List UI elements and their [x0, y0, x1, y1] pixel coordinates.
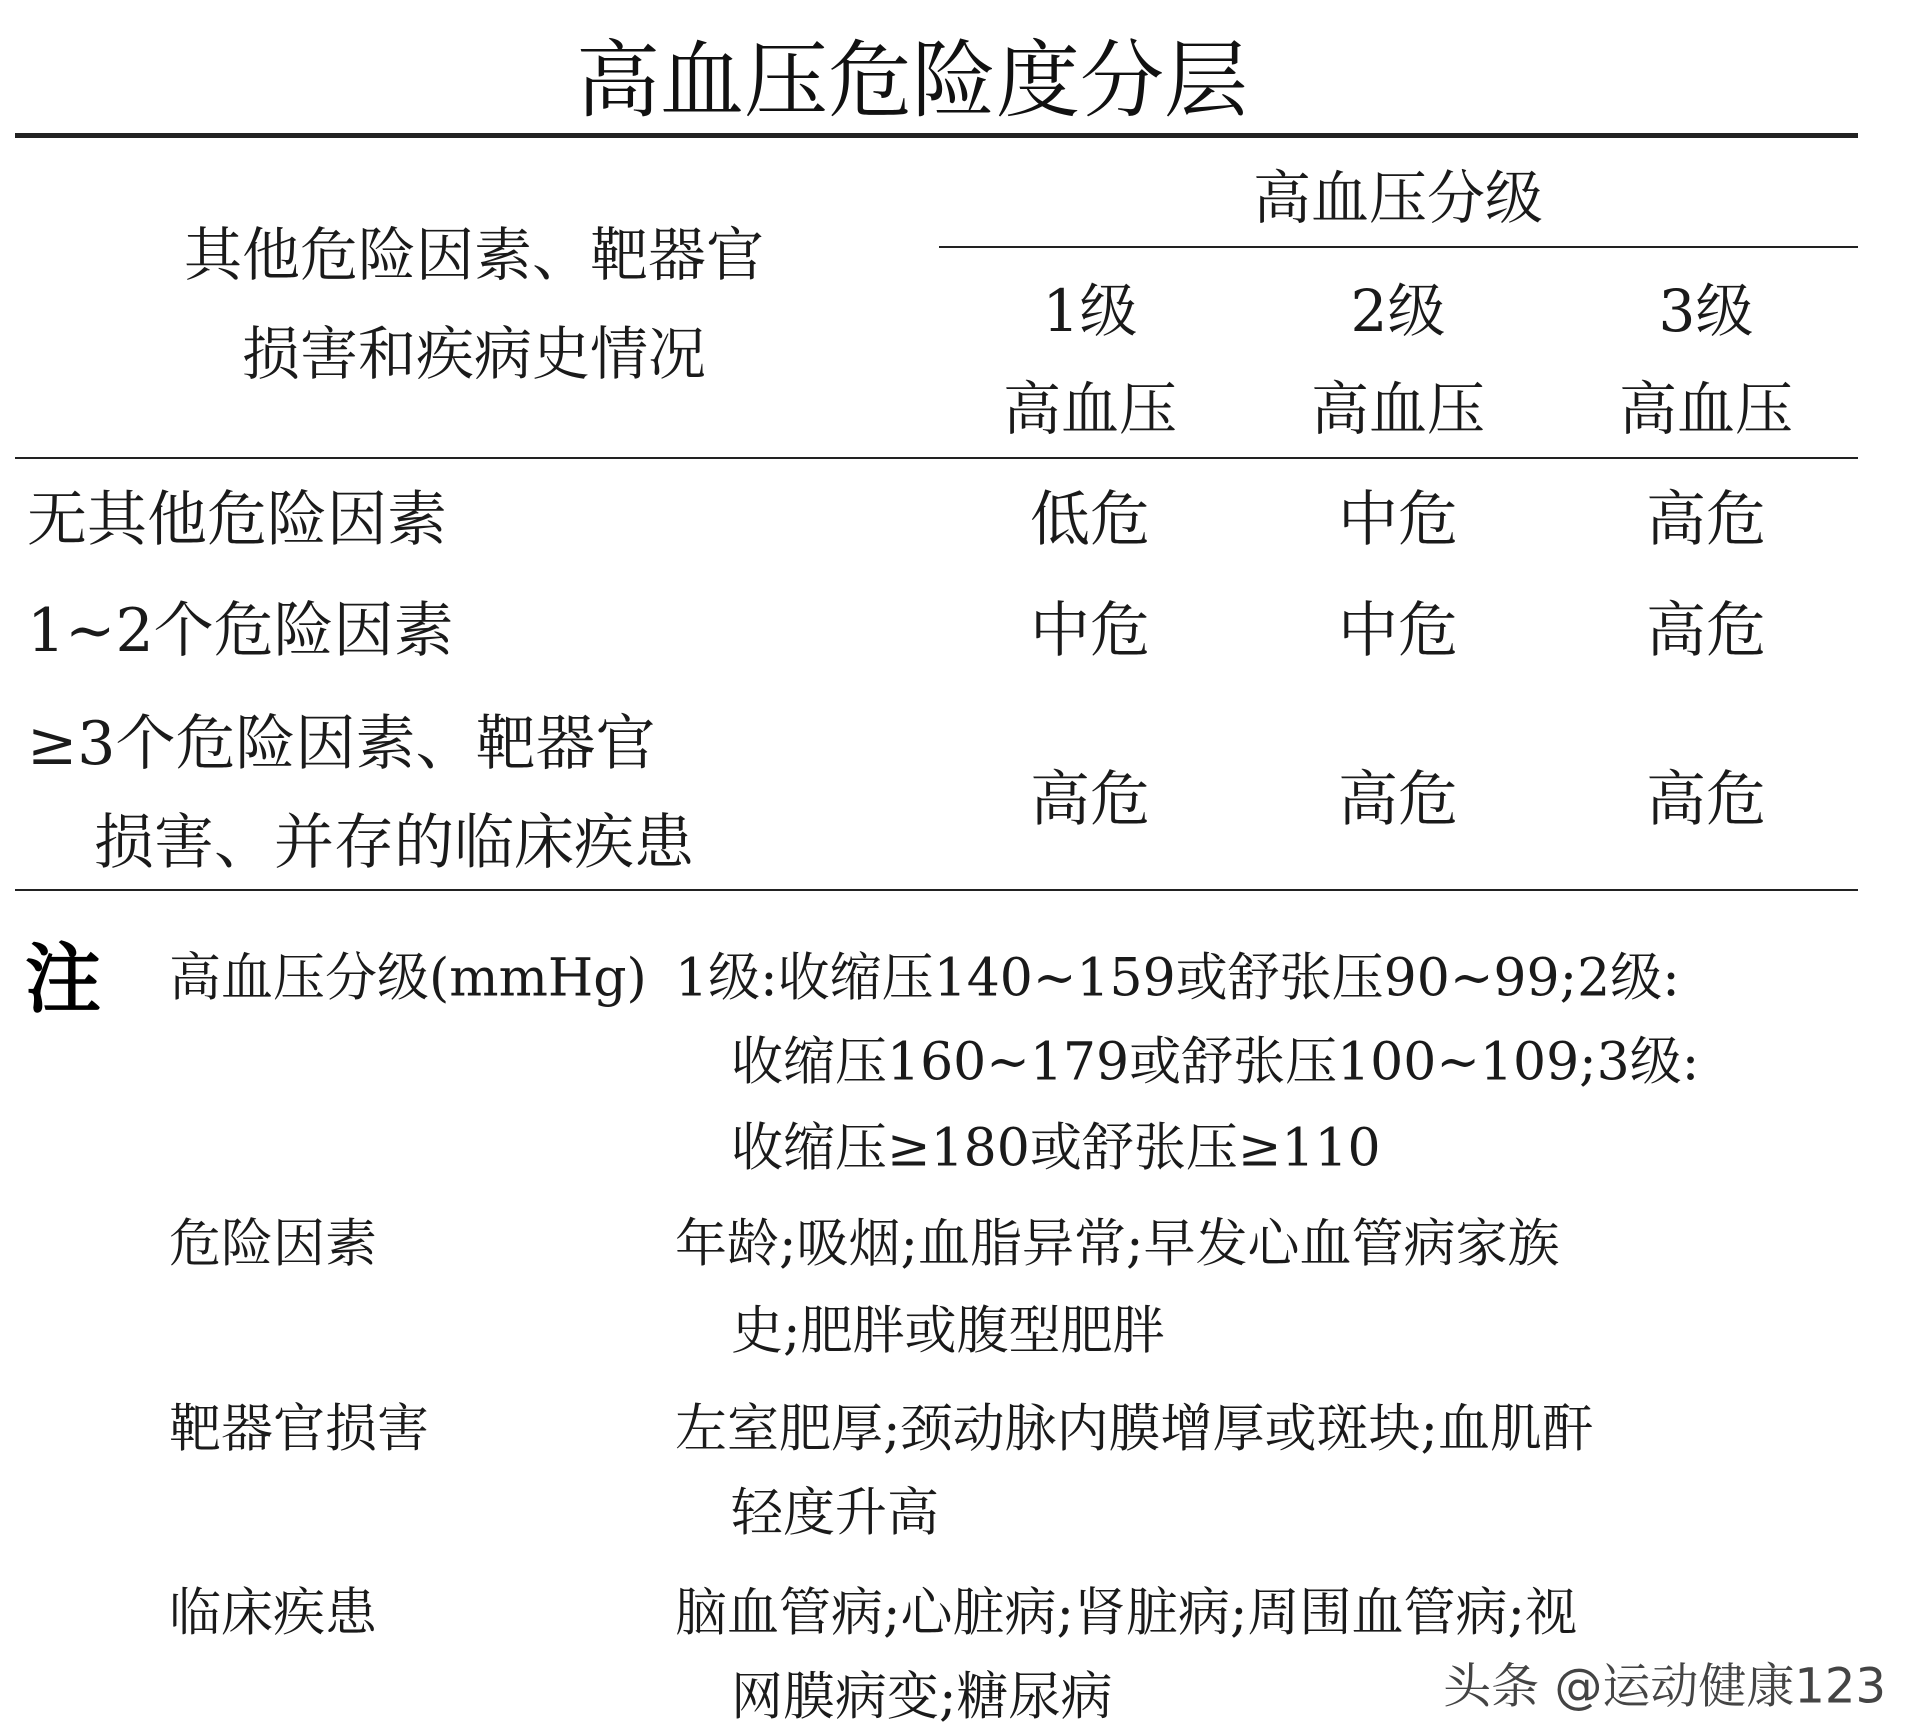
note-text: 1级:收缩压140~159或舒张压90~99;2级:: [675, 948, 1680, 1009]
header-rule: [15, 457, 1858, 459]
watermark: 头条 @运动健康123: [1443, 1658, 1886, 1715]
risk-cell: 高危: [1338, 765, 1458, 835]
note-term: 靶器官损害: [169, 1399, 430, 1460]
row-header-line-2: 损害和疾病史情况: [241, 320, 707, 388]
row-label: ≥3个危险因素、靶器官: [27, 709, 656, 779]
risk-cell: 高危: [1646, 765, 1766, 835]
risk-cell: 低危: [1030, 485, 1150, 555]
column-label-1: 高血压: [1002, 375, 1178, 443]
notes-marker: 注: [25, 934, 101, 1024]
page-title: 高血压危险度分层: [575, 31, 1249, 130]
row-label: 无其他危险因素: [27, 485, 447, 555]
group-header: 高血压分级: [1252, 164, 1544, 232]
note-term: 临床疾患: [169, 1583, 378, 1644]
column-grade-3: 3级: [1658, 277, 1754, 345]
note-term: 高血压分级(mmHg): [169, 948, 647, 1009]
note-text: 网膜病变;糖尿病: [731, 1667, 1113, 1728]
risk-cell: 高危: [1646, 485, 1766, 555]
note-text: 年龄;吸烟;血脂异常;早发心血管病家族: [675, 1214, 1560, 1275]
group-header-rule: [939, 246, 1858, 248]
risk-cell: 高危: [1030, 765, 1150, 835]
row-label: 1~2个危险因素: [27, 596, 454, 666]
note-text: 左室肥厚;颈动脉内膜增厚或斑块;血肌酐: [675, 1399, 1595, 1460]
note-text: 史;肥胖或腹型肥胖: [731, 1301, 1165, 1362]
note-text: 轻度升高: [731, 1483, 940, 1544]
row-header-line-1: 其他危险因素、靶器官: [183, 221, 765, 289]
risk-cell: 中危: [1338, 596, 1458, 666]
risk-cell: 中危: [1030, 596, 1150, 666]
note-text: 脑血管病;心脏病;肾脏病;周围血管病;视: [675, 1583, 1578, 1644]
column-grade-2: 2级: [1350, 277, 1446, 345]
note-term: 危险因素: [169, 1214, 378, 1275]
note-text: 收缩压160~179或舒张压100~109;3级:: [731, 1032, 1700, 1093]
column-grade-1: 1级: [1042, 277, 1138, 345]
top-rule: [15, 133, 1858, 138]
column-label-2: 高血压: [1310, 375, 1486, 443]
column-label-3: 高血压: [1618, 375, 1794, 443]
row-label-continued: 损害、并存的临床疾患: [94, 808, 694, 878]
note-text: 收缩压≥180或舒张压≥110: [731, 1118, 1381, 1179]
risk-cell: 高危: [1646, 596, 1766, 666]
risk-cell: 中危: [1338, 485, 1458, 555]
bottom-rule: [15, 889, 1858, 891]
